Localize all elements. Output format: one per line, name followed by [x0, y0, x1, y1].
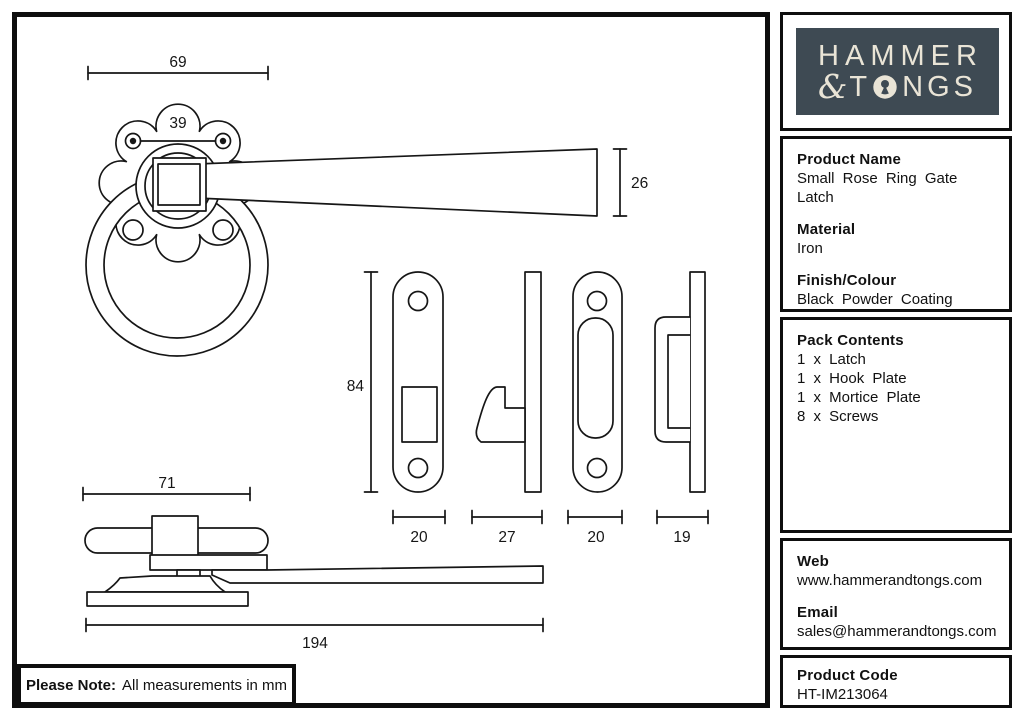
- material-group: [797, 220, 995, 258]
- pack-contents-label: Pack Contents: [797, 332, 904, 349]
- dim-rose-width: [88, 54, 268, 80]
- dim-label-69: 69: [169, 54, 187, 71]
- screw-center-dot-right: [220, 138, 226, 144]
- dim-label-39: 39: [169, 115, 187, 132]
- finish-value: Black Powder Coating: [797, 291, 953, 308]
- dim-mortice-plate-width: [568, 511, 622, 547]
- pack-item: 8 x Screws: [797, 408, 879, 425]
- email-address: sales@hammerandtongs.com: [797, 623, 997, 640]
- email-group: [797, 603, 995, 641]
- lever-handle: [196, 149, 597, 216]
- mortice-plate-side-view: [655, 272, 705, 492]
- hook-profile: [476, 387, 525, 442]
- product-name-label: Product Name: [797, 151, 902, 168]
- keyhole-icon: [872, 74, 898, 100]
- note-text: All measurements in mm: [122, 676, 288, 694]
- dim-label-26: 26: [631, 175, 649, 192]
- measurement-note: [17, 664, 296, 706]
- logo-word-tongs: [818, 66, 977, 106]
- dim-overall-length: [86, 619, 543, 653]
- note-bold-text: Please Note:: [25, 676, 116, 694]
- product-code-label: Product Code: [797, 667, 898, 684]
- boss-side-profile: [152, 516, 198, 558]
- pack-contents-panel: [780, 317, 1012, 533]
- dim-label-20b: 20: [587, 529, 605, 546]
- material-value: Iron: [797, 240, 823, 257]
- logo-letter-t: T: [849, 70, 872, 103]
- pack-item: 1 x Hook Plate: [797, 370, 907, 387]
- logo-ampersand: &: [818, 66, 848, 106]
- product-name-value: Small Rose Ring Gate Latch: [797, 170, 958, 206]
- hook-plate-side-view: [476, 272, 541, 492]
- dim-handle-height: [614, 149, 649, 216]
- dim-label-19: 19: [673, 529, 691, 546]
- email-label: Email: [797, 604, 839, 621]
- hook-plate-front-view: [393, 272, 443, 492]
- product-info-panel: [780, 136, 1012, 312]
- dim-plate-height: [347, 272, 378, 492]
- pack-item: 1 x Mortice Plate: [797, 389, 921, 406]
- material-label: Material: [797, 221, 856, 238]
- finish-group: [797, 271, 995, 309]
- rose-screw-hole-lower-right: [213, 220, 233, 240]
- plate-views: [347, 272, 708, 546]
- web-label: Web: [797, 553, 829, 570]
- logo-word-hammer: HAMMER: [818, 39, 983, 72]
- latch-side-view: [83, 475, 543, 652]
- dim-label-194: 194: [302, 635, 328, 652]
- dim-mortice-side-depth: [657, 511, 708, 547]
- product-code-value: HT-IM213064: [797, 686, 888, 703]
- dim-hook-plate-width: [393, 511, 445, 547]
- web-url: www.hammerandtongs.com: [797, 572, 983, 589]
- screw-center-dot-left: [130, 138, 136, 144]
- spindle-boss-inner: [158, 164, 200, 205]
- backplate-side-profile: [150, 555, 267, 570]
- contact-panel: [780, 538, 1012, 650]
- hammer-and-tongs-logo: [796, 28, 999, 115]
- dim-label-84: 84: [346, 378, 364, 395]
- rose-screw-hole-lower-left: [123, 220, 143, 240]
- dim-label-20a: 20: [410, 529, 428, 546]
- mortice-plate-front-view: [573, 272, 622, 492]
- rose-side-profile: [105, 576, 225, 592]
- dim-side-rose-width: [83, 475, 250, 501]
- dim-hook-side-depth: [472, 511, 542, 547]
- base-plate-side: [87, 592, 248, 606]
- logo-panel: [780, 12, 1012, 131]
- pack-item: 1 x Latch: [797, 351, 866, 368]
- technical-drawing: [12, 12, 770, 708]
- front-view-ring-latch: [86, 54, 648, 356]
- web-group: [797, 552, 995, 590]
- finish-label: Finish/Colour: [797, 272, 897, 289]
- product-code-panel: [780, 655, 1012, 708]
- logo-letters-ngs: NGS: [902, 70, 977, 103]
- product-name-group: [797, 150, 995, 207]
- dim-label-71: 71: [158, 475, 176, 492]
- dim-label-27: 27: [498, 529, 516, 546]
